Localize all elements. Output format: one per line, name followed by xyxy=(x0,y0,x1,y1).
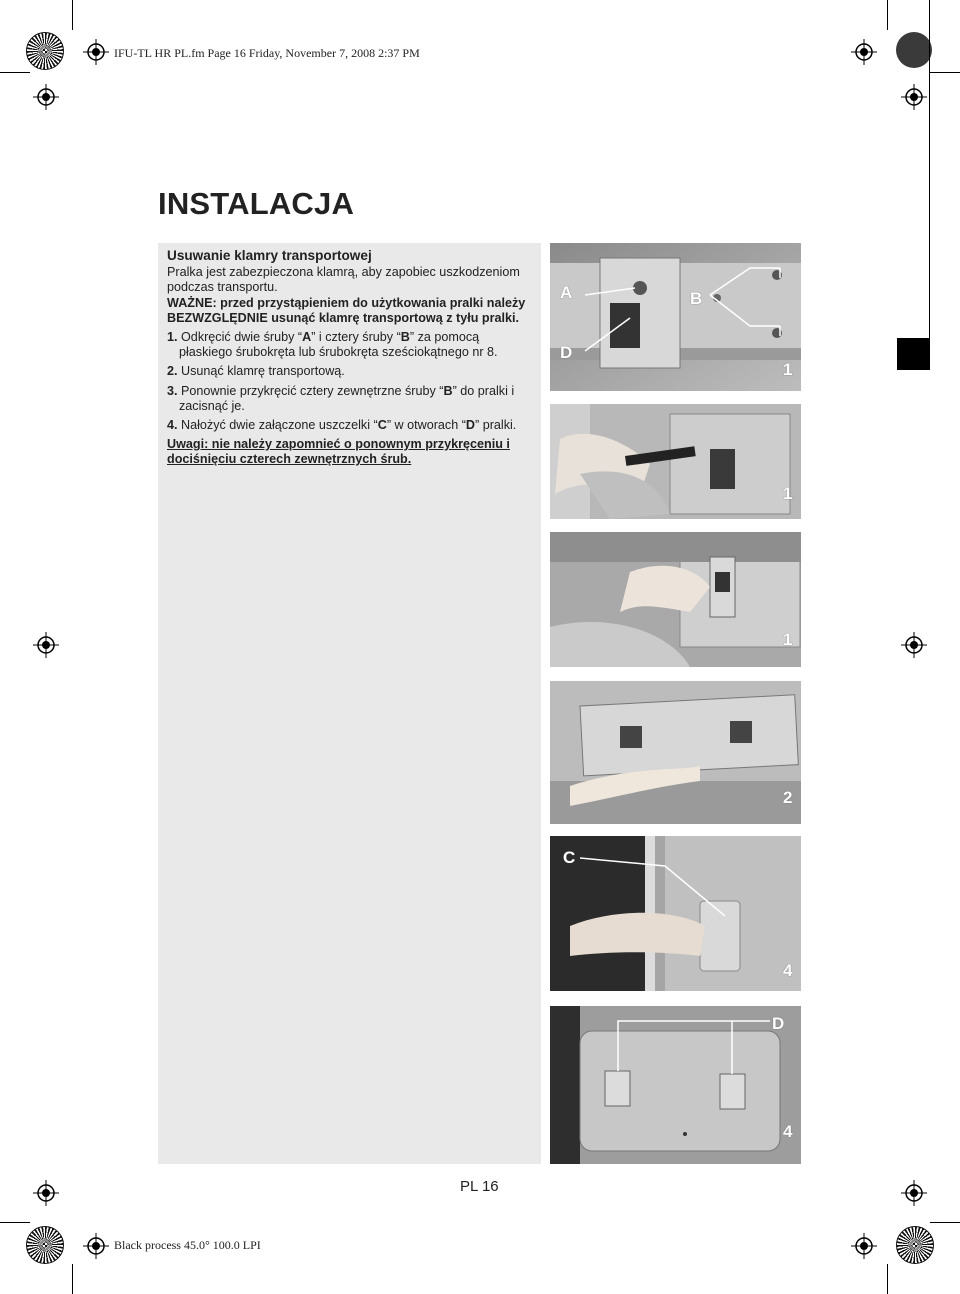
label-d: D xyxy=(772,1014,785,1033)
print-slug-footer: Black process 45.0° 100.0 LPI xyxy=(114,1238,261,1252)
step-number: 1. xyxy=(167,330,178,345)
step-2 xyxy=(167,364,535,379)
figure-number: 1 xyxy=(783,630,793,649)
registration-mark-icon xyxy=(851,39,877,65)
section-thumb-tab xyxy=(897,338,929,370)
figure-number: 2 xyxy=(783,788,793,807)
step-text: Odkręcić dwie śruby “ xyxy=(181,330,303,345)
step-text: ” do pralki i zacisnąć je. xyxy=(179,383,515,413)
figure-remove-screw xyxy=(550,532,801,667)
page-number: PL 16 xyxy=(460,1178,499,1195)
warning-paragraph: WAŻNE: przed przystąpieniem do użytkowania pralki należy BEZWZGLĘDNIE usunąć klamrę transportową z tyłu pralki. xyxy=(167,295,526,325)
step-ref: B xyxy=(443,383,453,398)
registration-mark-icon xyxy=(33,84,59,110)
registration-mark-icon xyxy=(901,1180,927,1206)
step-4 xyxy=(167,418,535,433)
registration-mark-icon xyxy=(83,39,109,65)
label-c: C xyxy=(563,848,576,867)
step-number: 2. xyxy=(167,364,178,379)
figure-remove-bracket xyxy=(550,681,801,824)
step-text: Usunąć klamrę transportową. xyxy=(181,364,345,379)
crop-mark xyxy=(887,1264,888,1294)
crop-mark xyxy=(72,0,73,30)
figure-unscrew xyxy=(550,404,801,519)
step-ref: D xyxy=(465,418,476,433)
registration-mark-icon xyxy=(83,1233,109,1259)
step-number: 3. xyxy=(167,383,178,398)
step-text: ” pralki. xyxy=(475,418,517,433)
color-bar-starburst-top-left xyxy=(26,32,64,70)
figure-number: 4 xyxy=(783,1122,793,1141)
figure-number: 1 xyxy=(783,484,793,503)
label-d: D xyxy=(560,343,573,362)
figure-holes-sealed xyxy=(550,1006,801,1164)
registration-mark-icon xyxy=(33,1180,59,1206)
color-swatch-top-right xyxy=(896,32,932,68)
figure-insert-seal xyxy=(550,836,801,991)
margin-rule xyxy=(929,0,930,370)
crop-mark xyxy=(887,0,888,30)
step-text: ” i cztery śruby “ xyxy=(311,330,401,345)
print-slug-header: IFU-TL HR PL.fm Page 16 Friday, November 7, 2008 2:37 PM xyxy=(114,46,420,60)
crop-mark xyxy=(930,1222,960,1223)
color-bar-starburst-bottom-right xyxy=(896,1226,934,1264)
figure-number: 4 xyxy=(783,961,793,980)
crop-mark xyxy=(72,1264,73,1294)
step-number: 4. xyxy=(167,418,178,433)
step-ref: C xyxy=(377,418,387,433)
registration-mark-icon xyxy=(851,1233,877,1259)
registration-mark-icon xyxy=(901,632,927,658)
crop-mark xyxy=(930,72,960,73)
crop-mark xyxy=(0,1222,30,1223)
step-ref: A xyxy=(302,330,312,345)
step-text: ” w otworach “ xyxy=(386,418,466,433)
step-1 xyxy=(167,330,535,360)
crop-mark xyxy=(0,72,30,73)
registration-mark-icon xyxy=(33,632,59,658)
figure-bracket-screws xyxy=(550,243,801,391)
label-b: B xyxy=(690,289,703,308)
note-paragraph: Uwagi: nie należy zapomnieć o ponownym przykręceniu i dociśnięciu czterech zewnętrznych śrub. xyxy=(167,437,510,467)
figure-number: 1 xyxy=(783,360,793,379)
page-title: INSTALACJA xyxy=(158,186,355,221)
intro-paragraph: Pralka jest zabezpieczona klamrą, aby zapobiec uszkodzeniom podczas transportu. xyxy=(167,265,520,295)
color-bar-starburst-bottom-left xyxy=(26,1226,64,1264)
step-text: Ponownie przykręcić cztery zewnętrzne śruby “ xyxy=(181,383,444,398)
step-3 xyxy=(167,384,535,414)
registration-mark-icon xyxy=(901,84,927,110)
step-ref: B xyxy=(400,330,410,345)
label-a: A xyxy=(560,283,573,302)
instructions-text xyxy=(167,248,535,468)
step-text: Nałożyć dwie załączone uszczelki “ xyxy=(181,418,378,433)
section-heading: Usuwanie klamry transportowej xyxy=(167,248,372,263)
step-text: ” za pomocą płaskiego śrubokręta lub śrubokręta sześciokątnego nr 8. xyxy=(179,330,498,360)
